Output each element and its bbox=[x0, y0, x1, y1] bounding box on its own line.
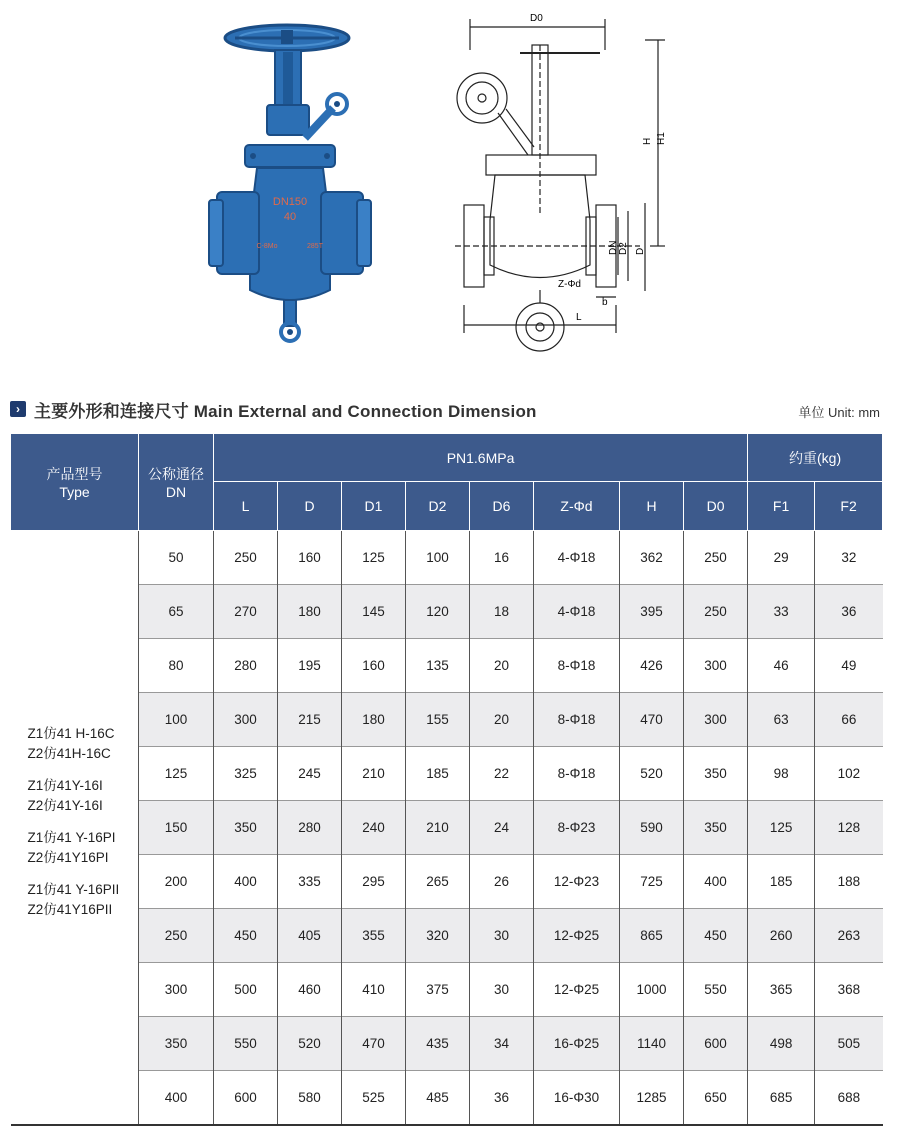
value-cell: 280 bbox=[278, 801, 342, 855]
valve-photo bbox=[195, 10, 395, 350]
drawing-label-b: b bbox=[602, 297, 608, 308]
value-cell: 24 bbox=[470, 801, 534, 855]
value-cell: 460 bbox=[278, 963, 342, 1017]
value-cell: 125 bbox=[342, 531, 406, 585]
column-header: L bbox=[214, 482, 278, 531]
value-cell: 350 bbox=[684, 747, 748, 801]
type-model: Z1仿41 Y-16PI bbox=[27, 829, 116, 845]
value-cell: 22 bbox=[470, 747, 534, 801]
dn-cell: 250 bbox=[139, 909, 214, 963]
value-cell: 240 bbox=[342, 801, 406, 855]
column-header: D bbox=[278, 482, 342, 531]
value-cell: 18 bbox=[470, 585, 534, 639]
type-group bbox=[28, 776, 139, 816]
column-header: D6 bbox=[470, 482, 534, 531]
value-cell: 590 bbox=[620, 801, 684, 855]
value-cell: 20 bbox=[470, 693, 534, 747]
header-pressure: PN1.6MPa bbox=[214, 434, 748, 482]
value-cell: 550 bbox=[684, 963, 748, 1017]
column-header: D1 bbox=[342, 482, 406, 531]
type-model: Z1仿41 H-16C bbox=[27, 725, 115, 741]
type-model: Z2仿41Y-16I bbox=[27, 797, 103, 813]
value-cell: 180 bbox=[278, 585, 342, 639]
value-cell: 270 bbox=[214, 585, 278, 639]
type-model: Z1仿41Y-16I bbox=[27, 777, 103, 793]
value-cell: 450 bbox=[214, 909, 278, 963]
table-row bbox=[11, 801, 883, 855]
value-cell: 350 bbox=[684, 801, 748, 855]
value-cell: 485 bbox=[406, 1071, 470, 1126]
value-cell: 36 bbox=[470, 1071, 534, 1126]
photo-side-mark-left: C-8Mo bbox=[256, 243, 278, 250]
value-cell: 1000 bbox=[620, 963, 684, 1017]
value-cell: 410 bbox=[342, 963, 406, 1017]
value-cell: 580 bbox=[278, 1071, 342, 1126]
value-cell: 16 bbox=[470, 531, 534, 585]
value-cell: 12-Φ25 bbox=[534, 963, 620, 1017]
value-cell: 210 bbox=[342, 747, 406, 801]
value-cell: 520 bbox=[620, 747, 684, 801]
section-title bbox=[10, 398, 537, 420]
value-cell: 30 bbox=[470, 909, 534, 963]
value-cell: 210 bbox=[406, 801, 470, 855]
table-row bbox=[11, 1071, 883, 1126]
value-cell: 505 bbox=[815, 1017, 883, 1071]
value-cell: 32 bbox=[815, 531, 883, 585]
value-cell: 128 bbox=[815, 801, 883, 855]
value-cell: 498 bbox=[748, 1017, 815, 1071]
value-cell: 375 bbox=[406, 963, 470, 1017]
value-cell: 368 bbox=[815, 963, 883, 1017]
value-cell: 102 bbox=[815, 747, 883, 801]
value-cell: 185 bbox=[748, 855, 815, 909]
photo-body-mark-1: DN150 bbox=[272, 196, 308, 208]
value-cell: 195 bbox=[278, 639, 342, 693]
dn-cell: 400 bbox=[139, 1071, 214, 1126]
value-cell: 335 bbox=[278, 855, 342, 909]
value-cell: 8-Φ18 bbox=[534, 639, 620, 693]
section-title-text: 主要外形和连接尺寸 Main External and Connection Dimension bbox=[34, 401, 537, 421]
value-cell: 350 bbox=[214, 801, 278, 855]
dn-cell: 65 bbox=[139, 585, 214, 639]
value-cell: 300 bbox=[684, 693, 748, 747]
value-cell: 26 bbox=[470, 855, 534, 909]
table-row bbox=[11, 855, 883, 909]
value-cell: 16-Φ25 bbox=[534, 1017, 620, 1071]
valve-drawing bbox=[450, 5, 680, 360]
drawing-label-dn: DN bbox=[608, 240, 619, 255]
photo-body-mark-2: 40 bbox=[283, 211, 297, 223]
value-cell: 250 bbox=[684, 585, 748, 639]
table-row bbox=[11, 531, 883, 585]
value-cell: 450 bbox=[684, 909, 748, 963]
value-cell: 500 bbox=[214, 963, 278, 1017]
value-cell: 36 bbox=[815, 585, 883, 639]
value-cell: 865 bbox=[620, 909, 684, 963]
value-cell: 98 bbox=[748, 747, 815, 801]
type-group bbox=[28, 828, 139, 868]
value-cell: 46 bbox=[748, 639, 815, 693]
value-cell: 8-Φ23 bbox=[534, 801, 620, 855]
type-model: Z2仿41Y16PII bbox=[27, 901, 113, 917]
value-cell: 1285 bbox=[620, 1071, 684, 1126]
value-cell: 400 bbox=[684, 855, 748, 909]
value-cell: 365 bbox=[748, 963, 815, 1017]
header-type-cn: 产品型号 bbox=[46, 466, 103, 482]
value-cell: 100 bbox=[406, 531, 470, 585]
value-cell: 265 bbox=[406, 855, 470, 909]
value-cell: 426 bbox=[620, 639, 684, 693]
type-cell bbox=[11, 531, 139, 1126]
value-cell: 20 bbox=[470, 639, 534, 693]
value-cell: 12-Φ23 bbox=[534, 855, 620, 909]
value-cell: 280 bbox=[214, 639, 278, 693]
dimension-table bbox=[10, 433, 883, 1126]
drawing-label-d0: D0 bbox=[530, 13, 543, 24]
value-cell: 325 bbox=[214, 747, 278, 801]
value-cell: 16-Φ30 bbox=[534, 1071, 620, 1126]
value-cell: 300 bbox=[214, 693, 278, 747]
table-row bbox=[11, 747, 883, 801]
table-row bbox=[11, 639, 883, 693]
table-row bbox=[11, 585, 883, 639]
dn-cell: 300 bbox=[139, 963, 214, 1017]
value-cell: 4-Φ18 bbox=[534, 585, 620, 639]
table-row bbox=[11, 693, 883, 747]
figure-area bbox=[0, 0, 900, 370]
value-cell: 34 bbox=[470, 1017, 534, 1071]
header-type-en: Type bbox=[59, 484, 90, 500]
value-cell: 355 bbox=[342, 909, 406, 963]
column-header: F1 bbox=[748, 482, 815, 531]
value-cell: 33 bbox=[748, 585, 815, 639]
value-cell: 470 bbox=[620, 693, 684, 747]
value-cell: 362 bbox=[620, 531, 684, 585]
dn-cell: 150 bbox=[139, 801, 214, 855]
drawing-label-h1: H1 bbox=[656, 132, 667, 145]
type-group bbox=[28, 880, 139, 920]
header-dn-en: DN bbox=[165, 484, 187, 500]
value-cell: 435 bbox=[406, 1017, 470, 1071]
table-row bbox=[11, 909, 883, 963]
dn-cell: 100 bbox=[139, 693, 214, 747]
value-cell: 66 bbox=[815, 693, 883, 747]
value-cell: 160 bbox=[278, 531, 342, 585]
header-weight: 约重(kg) bbox=[748, 434, 883, 482]
value-cell: 188 bbox=[815, 855, 883, 909]
header-type bbox=[11, 434, 139, 531]
header-dn-cn: 公称通径 bbox=[148, 466, 204, 482]
value-cell: 250 bbox=[684, 531, 748, 585]
value-cell: 49 bbox=[815, 639, 883, 693]
value-cell: 12-Φ25 bbox=[534, 909, 620, 963]
value-cell: 8-Φ18 bbox=[534, 693, 620, 747]
dn-cell: 350 bbox=[139, 1017, 214, 1071]
type-model: Z2仿41Y16PI bbox=[27, 849, 109, 865]
value-cell: 600 bbox=[684, 1017, 748, 1071]
value-cell: 295 bbox=[342, 855, 406, 909]
value-cell: 650 bbox=[684, 1071, 748, 1126]
photo-side-mark-right: 285T bbox=[307, 243, 323, 250]
drawing-label-d: D bbox=[635, 247, 646, 255]
value-cell: 400 bbox=[214, 855, 278, 909]
unit-label: 单位 Unit: mm bbox=[798, 405, 880, 420]
drawing-label-l: L bbox=[576, 312, 582, 323]
value-cell: 4-Φ18 bbox=[534, 531, 620, 585]
value-cell: 160 bbox=[342, 639, 406, 693]
value-cell: 688 bbox=[815, 1071, 883, 1126]
table-row bbox=[11, 963, 883, 1017]
value-cell: 30 bbox=[470, 963, 534, 1017]
value-cell: 300 bbox=[684, 639, 748, 693]
value-cell: 8-Φ18 bbox=[534, 747, 620, 801]
value-cell: 245 bbox=[278, 747, 342, 801]
drawing-label-h: H bbox=[642, 137, 653, 145]
column-header: F2 bbox=[815, 482, 883, 531]
column-header: H bbox=[620, 482, 684, 531]
value-cell: 263 bbox=[815, 909, 883, 963]
column-header: D2 bbox=[406, 482, 470, 531]
value-cell: 725 bbox=[620, 855, 684, 909]
value-cell: 145 bbox=[342, 585, 406, 639]
dn-cell: 125 bbox=[139, 747, 214, 801]
value-cell: 470 bbox=[342, 1017, 406, 1071]
value-cell: 260 bbox=[748, 909, 815, 963]
value-cell: 525 bbox=[342, 1071, 406, 1126]
drawing-label-z-phi-d: Z-Φd bbox=[558, 279, 581, 290]
chevron-right-icon: › bbox=[10, 401, 26, 417]
value-cell: 685 bbox=[748, 1071, 815, 1126]
value-cell: 320 bbox=[406, 909, 470, 963]
value-cell: 155 bbox=[406, 693, 470, 747]
type-group bbox=[28, 724, 139, 764]
value-cell: 135 bbox=[406, 639, 470, 693]
dn-cell: 200 bbox=[139, 855, 214, 909]
value-cell: 1140 bbox=[620, 1017, 684, 1071]
dn-cell: 80 bbox=[139, 639, 214, 693]
value-cell: 250 bbox=[214, 531, 278, 585]
value-cell: 180 bbox=[342, 693, 406, 747]
value-cell: 215 bbox=[278, 693, 342, 747]
value-cell: 29 bbox=[748, 531, 815, 585]
value-cell: 63 bbox=[748, 693, 815, 747]
value-cell: 185 bbox=[406, 747, 470, 801]
dn-cell: 50 bbox=[139, 531, 214, 585]
value-cell: 600 bbox=[214, 1071, 278, 1126]
header-dn bbox=[139, 434, 214, 531]
drawing-label-d2: D2 bbox=[618, 242, 629, 255]
value-cell: 550 bbox=[214, 1017, 278, 1071]
value-cell: 120 bbox=[406, 585, 470, 639]
column-header: D0 bbox=[684, 482, 748, 531]
value-cell: 520 bbox=[278, 1017, 342, 1071]
table-row bbox=[11, 1017, 883, 1071]
column-header: Z-Φd bbox=[534, 482, 620, 531]
value-cell: 125 bbox=[748, 801, 815, 855]
value-cell: 405 bbox=[278, 909, 342, 963]
type-model: Z2仿41H-16C bbox=[27, 745, 111, 761]
value-cell: 395 bbox=[620, 585, 684, 639]
type-model: Z1仿41 Y-16PII bbox=[27, 881, 120, 897]
